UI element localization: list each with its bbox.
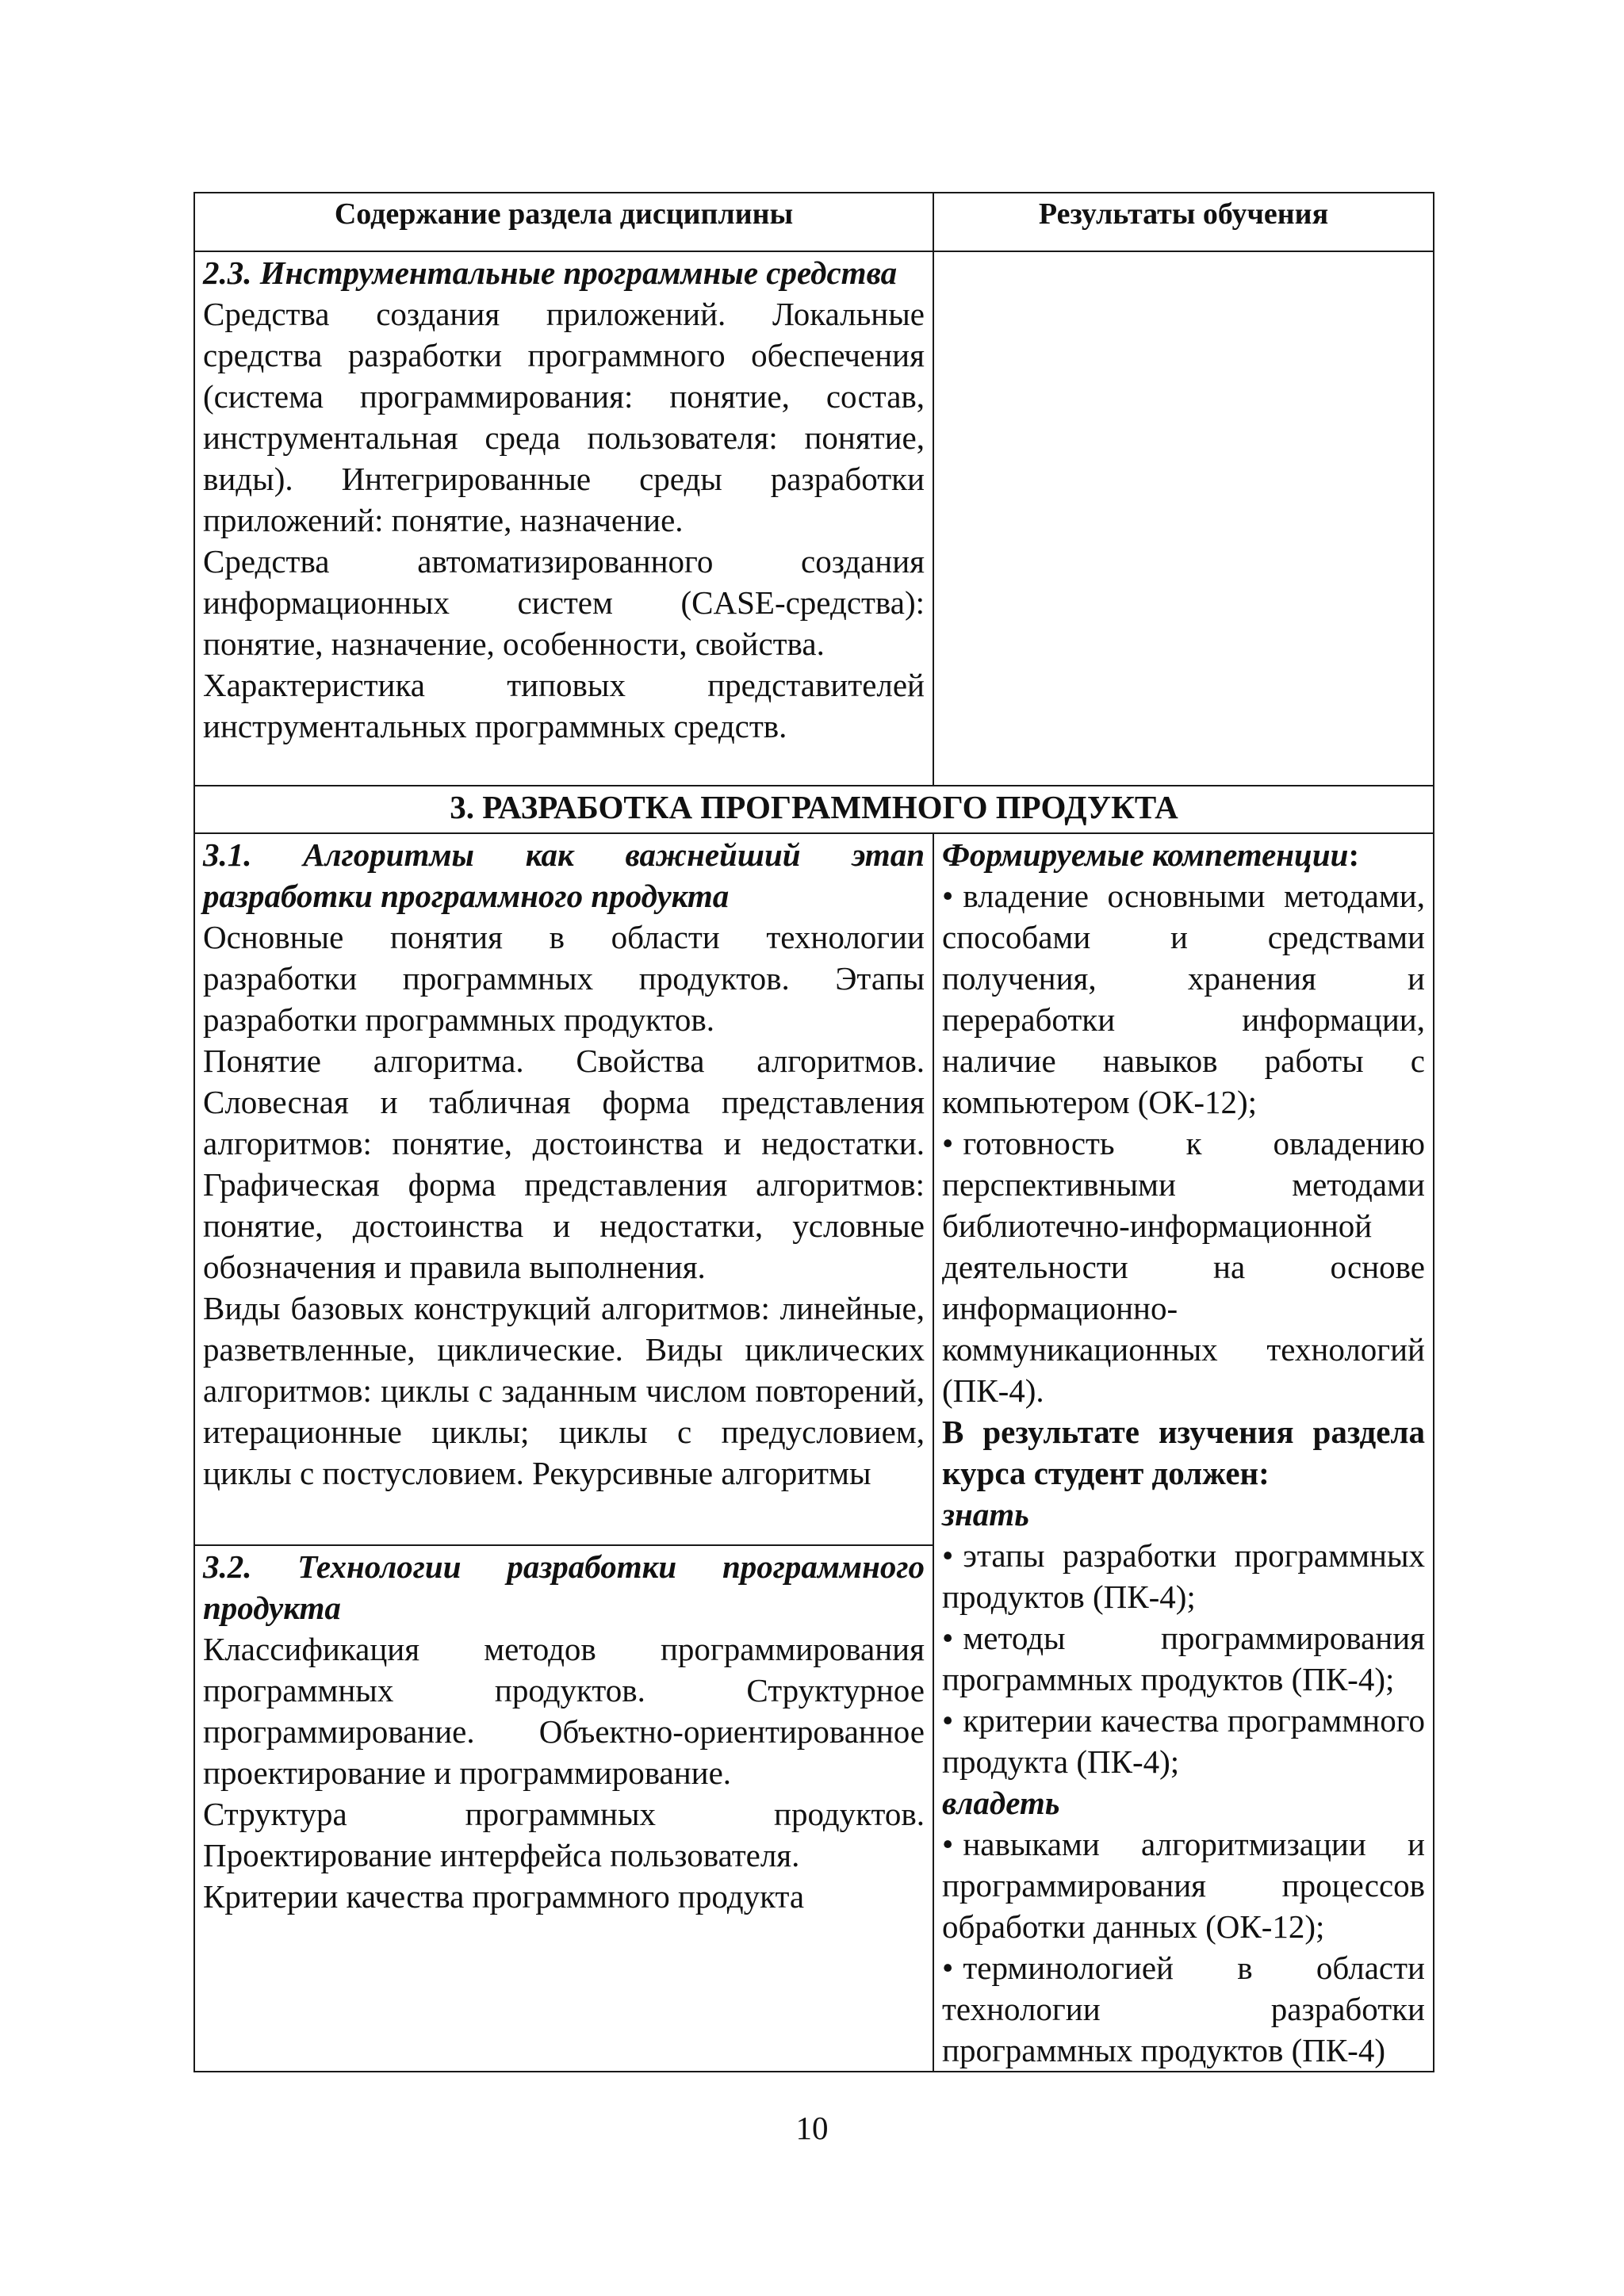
paragraph: Понятие алгоритма. Свойства алгоритмов. Словесная и табличная форма представления алгоритмов: понятие, достоинства и недостатки. Графическая форма представления алгоритмов: понятие, достоинства и недостатки, условные обозначения и правила выполнения. xyxy=(203,1043,925,1285)
bullet-icon: • xyxy=(942,1537,954,1574)
paragraph: Классификация методов программирования программных продуктов. Структурное программирование. Объектно-ориентированное проектирование и программирование. xyxy=(203,1631,925,1792)
cell-3-1-content xyxy=(194,833,933,1545)
know-text: критерии качества программного продукта (ПК-4); xyxy=(942,1702,1425,1780)
cell-3-2-content xyxy=(194,1545,933,2072)
cell-2-3-results-empty xyxy=(933,251,1434,786)
competency-text: готовность к овладению перспективными методами библиотечно-информационной деятельности на основе информационно-коммуникационных технологий (ПК-4). xyxy=(942,1125,1425,1409)
table-header-row xyxy=(194,193,1434,251)
topic-title-2-3: 2.3. Инструментальные программные средства xyxy=(203,254,898,291)
paragraph: Структура программных продуктов. Проектирование интерфейса пользователя. xyxy=(203,1796,925,1874)
know-label: знать xyxy=(942,1496,1029,1533)
bullet-icon: • xyxy=(942,1950,954,1986)
paragraph: Характеристика типовых представителей инструментальных программных средств. xyxy=(203,667,925,744)
cell-2-3-content xyxy=(194,251,933,786)
results-intro: В результате изучения раздела курса студент должен: xyxy=(942,1414,1425,1491)
column-header-content: Содержание раздела дисциплины xyxy=(194,193,933,251)
competency-text: владение основными методами, способами и средствами получения, хранения и переработки информации, наличие навыков работы с компьютером (ОК-12); xyxy=(942,878,1425,1120)
competency-item xyxy=(942,875,1425,1123)
row-2-3 xyxy=(194,251,1434,786)
bullet-icon: • xyxy=(942,878,954,914)
syllabus-table xyxy=(193,192,1434,2072)
competencies-title-text: Формируемые компетенции xyxy=(942,836,1349,873)
competencies-title xyxy=(942,834,1425,875)
topic-title-3-1: 3.1. Алгоритмы как важнейший этап разработки программного продукта xyxy=(203,836,925,914)
competency-item xyxy=(942,1123,1425,1411)
own-text: терминологией в области технологии разработки программных продуктов (ПК-4) xyxy=(942,1950,1425,2068)
row-3-1 xyxy=(194,833,1434,1545)
own-label: владеть xyxy=(942,1785,1060,1821)
know-text: методы программирования программных продуктов (ПК-4); xyxy=(942,1620,1425,1697)
own-text: навыками алгоритмизации и программирования процессов обработки данных (ОК-12); xyxy=(942,1826,1425,1945)
know-text: этапы разработки программных продуктов (ПК-4); xyxy=(942,1537,1425,1615)
paragraph: Критерии качества программного продукта xyxy=(203,1878,805,1915)
own-item xyxy=(942,1823,1425,1947)
know-item xyxy=(942,1700,1425,1782)
section-row-3 xyxy=(194,786,1434,833)
know-item xyxy=(942,1617,1425,1700)
own-item xyxy=(942,1947,1425,2071)
paragraph: Средства автоматизированного создания информационных систем (CASE-средства): понятие, назначение, особенности, свойства. xyxy=(203,543,925,662)
bullet-icon: • xyxy=(942,1702,954,1739)
bullet-icon: • xyxy=(942,1620,954,1656)
cell-section-3-results xyxy=(933,833,1434,2072)
page-number: 10 xyxy=(795,2110,829,2146)
paragraph: Средства создания приложений. Локальные средства разработки программного обеспечения (система программирования: понятие, состав, инструментальная среда пользователя: понятие, виды). Интегрированные среды разработки приложений: понятие, назначение. xyxy=(203,296,925,538)
paragraph: Основные понятия в области технологии разработки программных продуктов. Этапы разработки программных продуктов. xyxy=(203,919,925,1038)
section-title-3: 3. РАЗРАБОТКА ПРОГРАММНОГО ПРОДУКТА xyxy=(194,786,1434,833)
bullet-icon: • xyxy=(942,1125,954,1161)
know-item xyxy=(942,1535,1425,1617)
competencies-colon: : xyxy=(1348,836,1360,873)
bullet-icon: • xyxy=(942,1826,954,1862)
topic-title-3-2: 3.2. Технологии разработки программного продукта xyxy=(203,1548,925,1627)
paragraph: Виды базовых конструкций алгоритмов: линейные, разветвленные, циклические. Виды циклических алгоритмов: циклы с заданным числом повторений, итерационные циклы; циклы с предусловием, циклы с постусловием. Рекурсивные алгоритмы xyxy=(203,1290,925,1491)
column-header-results: Результаты обучения xyxy=(933,193,1434,251)
